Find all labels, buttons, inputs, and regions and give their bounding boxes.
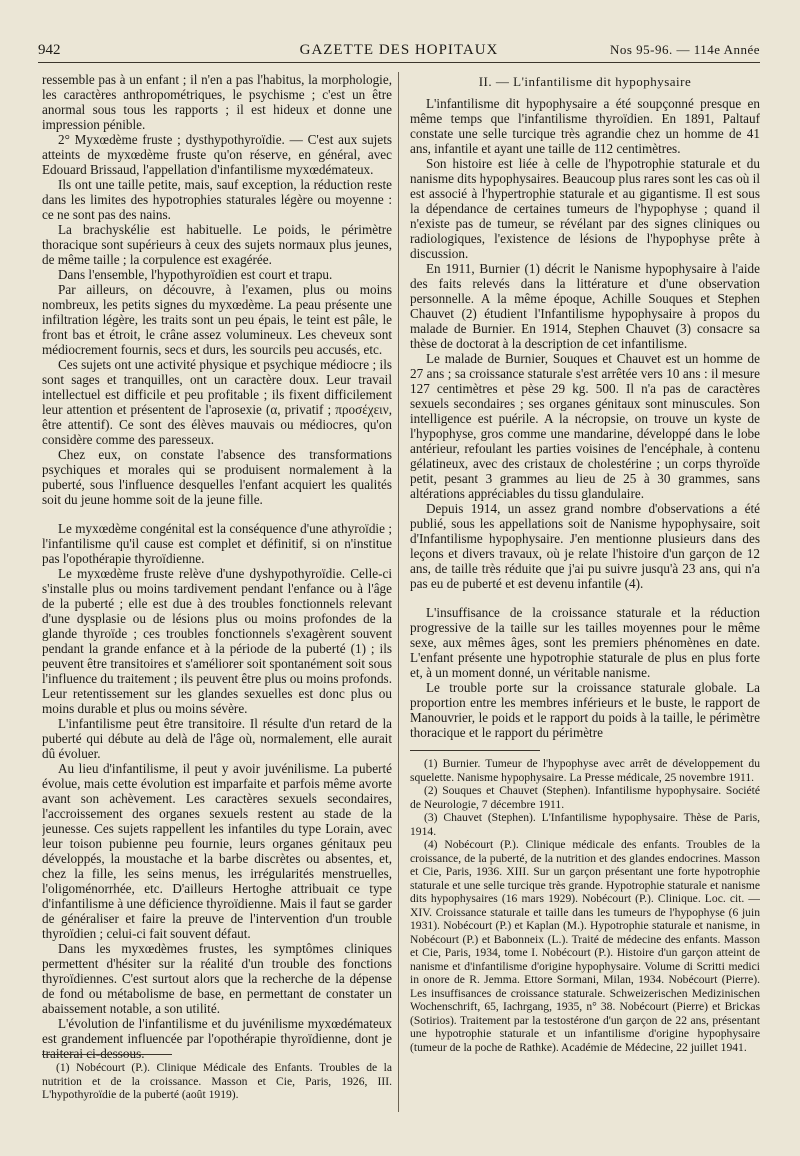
footnote: (4) Nobécourt (P.). Clinique médicale des enfants. Troubles de la croissance, de la puberté, de la nutrition et des glandes endocrines. Masson et Cie, Paris, 1936. XIII. Sur un garçon présentant une forte hypotrophie staturale et une selle turcique très grande. Hypotrophie staturale et nanisme dits hypophysaires (16 mars 1929). Nobécourt (P.). Clinique. Loc. cit. — XIV. Croissance staturale et taille dans les tumeurs de l'hypophyse (6 juin 1931). Nobécourt (P.) et Kaplan (M.). Hypotrophie staturale et nanisme, in Nobécourt (P.) et Babonneix (L.). Traité de médecine des enfants. Masson et Cie, Paris, 1934, tome I. Nobécourt (P.). Histoire d'un garçon atteint de nanisme et d'infantilisme d'origine hypophysaire. Volume di Scritti medici in onore de R. Jemma. Ettore Sormani, Milan, 1934. Nobécourt (Pierre). Les insuffisances de croissance staturale. Schweizerischen Medizinischen Wochenschrift, 65, Iachrgang, 1935, n° 38. Nobécourt (Pierre) et Brickas (Sotirios). Traitement par la testostérone d'un garçon de 22 ans, présentant une hypotrophie staturale et un infantilisme d'origine hypophysaire (tumeur de la poche de Rathke). Académie de Médecine, 22 juillet 1941. (410, 838, 760, 1054)
footnote: (2) Souques et Chauvet (Stephen). Infantilisme hypophysaire. Société de Neurologie, 7 décembre 1911. (410, 784, 760, 811)
footnote-rule (410, 750, 540, 751)
footnote: (1) Burnier. Tumeur de l'hypophyse avec arrêt de développement du squelette. Nanisme hypophysaire. La Presse médicale, 25 novembre 1911. (410, 757, 760, 784)
paragraph: Le myxœdème fruste relève d'une dyshypothyroïdie. Celle-ci s'installe plus ou moins tardivement pendant l'enfance ou à l'âge de la puberté ; elle est due à des troubles fonctionnels relevant d'une dysplasie ou de lésions plus ou moins profondes de la glande thyroïde ; ces troubles fonctionnels s'exagèrent souvent pendant la grande enfance et à la période de la puberté (1) ; ils peuvent être transitoires et s'améliorer soit spontanément soit sous l'influence du traitement ; ils peuvent être plus ou moins profonds. Leur retentissement sur les glandes sexuelles est donc plus ou moins durable et plus ou moins sévère. (42, 566, 392, 716)
paragraph: ressemble pas à un enfant ; il n'en a pas l'habitus, la morphologie, les caractères anthropométriques, le psychisme ; c'est un être anormal sous tous les rapports ; il est hideux et donne une impression pénible. (42, 72, 392, 132)
paragraph: Par ailleurs, on découvre, à l'examen, plus ou moins nombreux, les petits signes du myxœdème. La peau présente une infiltration légère, les traits sont un peu épais, le teint est pâle, le front bas et étroit, le crâne assez volumineux. Les cheveux sont médiocrement fournis, secs et durs, les sourcils peu accusés, etc. (42, 282, 392, 357)
paragraph: L'infantilisme peut être transitoire. Il résulte d'un retard de la puberté qui débute au delà de l'âge où, normalement, elle aurait dû évoluer. (42, 716, 392, 761)
paragraph: En 1911, Burnier (1) décrit le Nanisme hypophysaire à l'aide des faits relevés dans la littérature et d'une observation personnelle. A la même époque, Achille Souques et Stephen Chauvet (2) étudient l'Infantilisme hypophysaire à propos du malade de Burnier. En 1914, Stephen Chauvet (3) consacre sa thèse de doctorat à la description de cet infantilisme. (410, 261, 760, 351)
issue-label: Nos 95-96. — 114e Année (609, 42, 760, 57)
paragraph: Le trouble porte sur la croissance staturale globale. La proportion entre les membres inférieurs et le buste, le rapport de Manouvrier, le poids et le rapport du poids à la taille, le périmètre thoracique et le rapport du périmètre (410, 680, 760, 740)
paragraph: Son histoire est liée à celle de l'hypotrophie staturale et du nanisme dits hypophysaires. Beaucoup plus rares sont les cas où il est associé à l'hypertrophie staturale et au gigantisme. Il est sous la dépendance de certaines tumeurs de l'hypophyse ; quand il n'existe pas de tumeur, se révélant par des signes cliniques ou radiologiques, l'existence de lésions de l'hypophyse prête à discussion. (410, 156, 760, 261)
paragraph: Dans les myxœdèmes frustes, les symptômes cliniques permettent d'hésiter sur la réalité d'un trouble des fonctions thyroïdiennes. C'est surtout alors que la recherche de la dépense de fond ou métabolisme de base, en permettant de constater un abaissement notable, a son utilité. (42, 941, 392, 1016)
paragraph: Chez eux, on constate l'absence des transformations psychiques et morales qui se produisent normalement à la puberté, sous l'influence desquelles l'enfant acquiert les qualités soit du jeune homme soit de la jeune fille. (42, 447, 392, 507)
column-divider (398, 72, 399, 1112)
paragraph: Ils ont une taille petite, mais, sauf exception, la réduction reste dans les limites des hypotrophies staturales légère ou moyenne : ce ne sont pas des nains. (42, 177, 392, 222)
footnote: (3) Chauvet (Stephen). L'Infantilisme hypophysaire. Thèse de Paris, 1914. (410, 811, 760, 838)
paragraph: Dans l'ensemble, l'hypothyroïdien est court et trapu. (58, 267, 333, 282)
paragraph: Depuis 1914, un assez grand nombre d'observations a été publié, sous les appellations soit de Nanisme hypophysaire, soit d'Infantilisme hypophysaire. J'en mentionne plusieurs dans des leçons et divers travaux, où je relate l'histoire d'un garçon de 12 ans, de taille très réduite que j'ai pu suivre jusqu'à 23 ans, qui n'a pas eu de puberté et est devenu infantile (4). (410, 501, 760, 591)
right-column (410, 72, 760, 1132)
section-title: II. — L'infantilisme dit hypophysaire (478, 74, 692, 89)
footnote: (1) Nobécourt (P.). Clinique Médicale des Enfants. Troubles de la nutrition et de la croissance. Masson et Cie, Paris, 1926, III. L'hypothyroïdie de la puberté (août 1919). (42, 1061, 392, 1101)
paragraph: Le myxœdème congénital est la conséquence d'une athyroïdie ; l'infantilisme qu'il cause est complet et définitif, si on n'institue pas l'opothérapie thyroïdienne. (42, 521, 392, 566)
paragraph: La brachyskélie est habituelle. Le poids, le périmètre thoracique sont supérieurs à ceux des sujets normaux plus jeunes, de même taille ; la corpulence est exagérée. (42, 222, 392, 267)
paragraph: Ces sujets ont une activité physique et psychique médiocre ; ils sont sages et tranquilles, ont un caractère doux. Leur travail intellectuel est difficile et peu profitable ; ils fixent difficilement leur attention et présentent de l'aprosexie (α, privatif ; προσέχειν, être attentif). Ce sont des élèves mauvais ou médiocres, qu'on considère comme des paresseux. (42, 357, 392, 447)
page-header (38, 40, 760, 63)
paragraph: 2° Myxœdème fruste ; dysthypothyroïdie. — C'est aux sujets atteints de myxœdème fruste qu'on réserve, en général, avec Edouard Brissaud, l'appellation d'infantilisme myxœdémateux. (42, 132, 392, 177)
paragraph: L'évolution de l'infantilisme et du juvénilisme myxœdémateux est grandement influencée par l'opothérapie thyroïdienne, dont je traiterai ci-dessous. (42, 1016, 392, 1061)
paragraph: L'infantilisme dit hypophysaire a été soupçonné presque en même temps que l'infantilisme thyroïdien. En 1891, Paltauf constate une selle turcique très agrandie chez un homme de 41 ans, infantile et ayant une taille de 112 centimètres. (410, 96, 760, 156)
paragraph: Le malade de Burnier, Souques et Chauvet est un homme de 27 ans ; sa croissance staturale s'est arrêtée vers 10 ans : il mesure 127 centimètres et pèse 29 kg. 500. Il n'a pas de caractères sexuels secondaires ; ses organes génitaux sont minuscules. Son intelligence est puérile. A la nécropsie, on trouve un kyste de l'hypophyse, gros comme une mandarine, développé dans le lobe antérieur, refoulant les parties voisines de l'encéphale, à contenu gélatineux, avec des cristaux de cholestérine ; un corps thyroïde petit, pesant 3 grammes au lieu de 25 à 30 grammes, sans altérations appréciables du tissu glandulaire. (410, 351, 760, 501)
paragraph: L'insuffisance de la croissance staturale et la réduction progressive de la taille sur les tailles moyennes pour le même sexe, aux mêmes âges, sont les premiers phénomènes en date. L'enfant présente une hypotrophie staturale de plus en plus forte et, à un moment donné, un véritable nanisme. (410, 605, 760, 680)
left-footnotes (42, 1044, 392, 1102)
footnote-rule (42, 1054, 172, 1055)
journal-title: GAZETTE DES HOPITAUX (299, 42, 499, 58)
paragraph: Au lieu d'infantilisme, il peut y avoir juvénilisme. La puberté évolue, mais cette évolution est imparfaite et parfois même avorte avant son achèvement. Les caractères sexuels secondaires, l'accroissement des organes sexuels restent au stade de la jeunesse. Ces sujets rappellent les infantiles du type Lorain, avec leur toison pubienne peu fournie, leurs organes génitaux peu développés, la moustache et la barbe discrètes ou absentes, et, chez la fille, les seins menus, les irrégularités menstruelles, l'oligoménorrhée, etc. D'ailleurs Hertoghe attribuait ce type d'infantilisme à une déficience thyroïdienne. Mais il faut se garder de généraliser et faire la preuve de l'intervention d'un trouble thyroïdien ; celui-ci fait souvent défaut. (42, 761, 392, 941)
right-footnotes (410, 750, 760, 1054)
page-number: 942 (38, 42, 61, 58)
left-column (42, 72, 392, 1132)
